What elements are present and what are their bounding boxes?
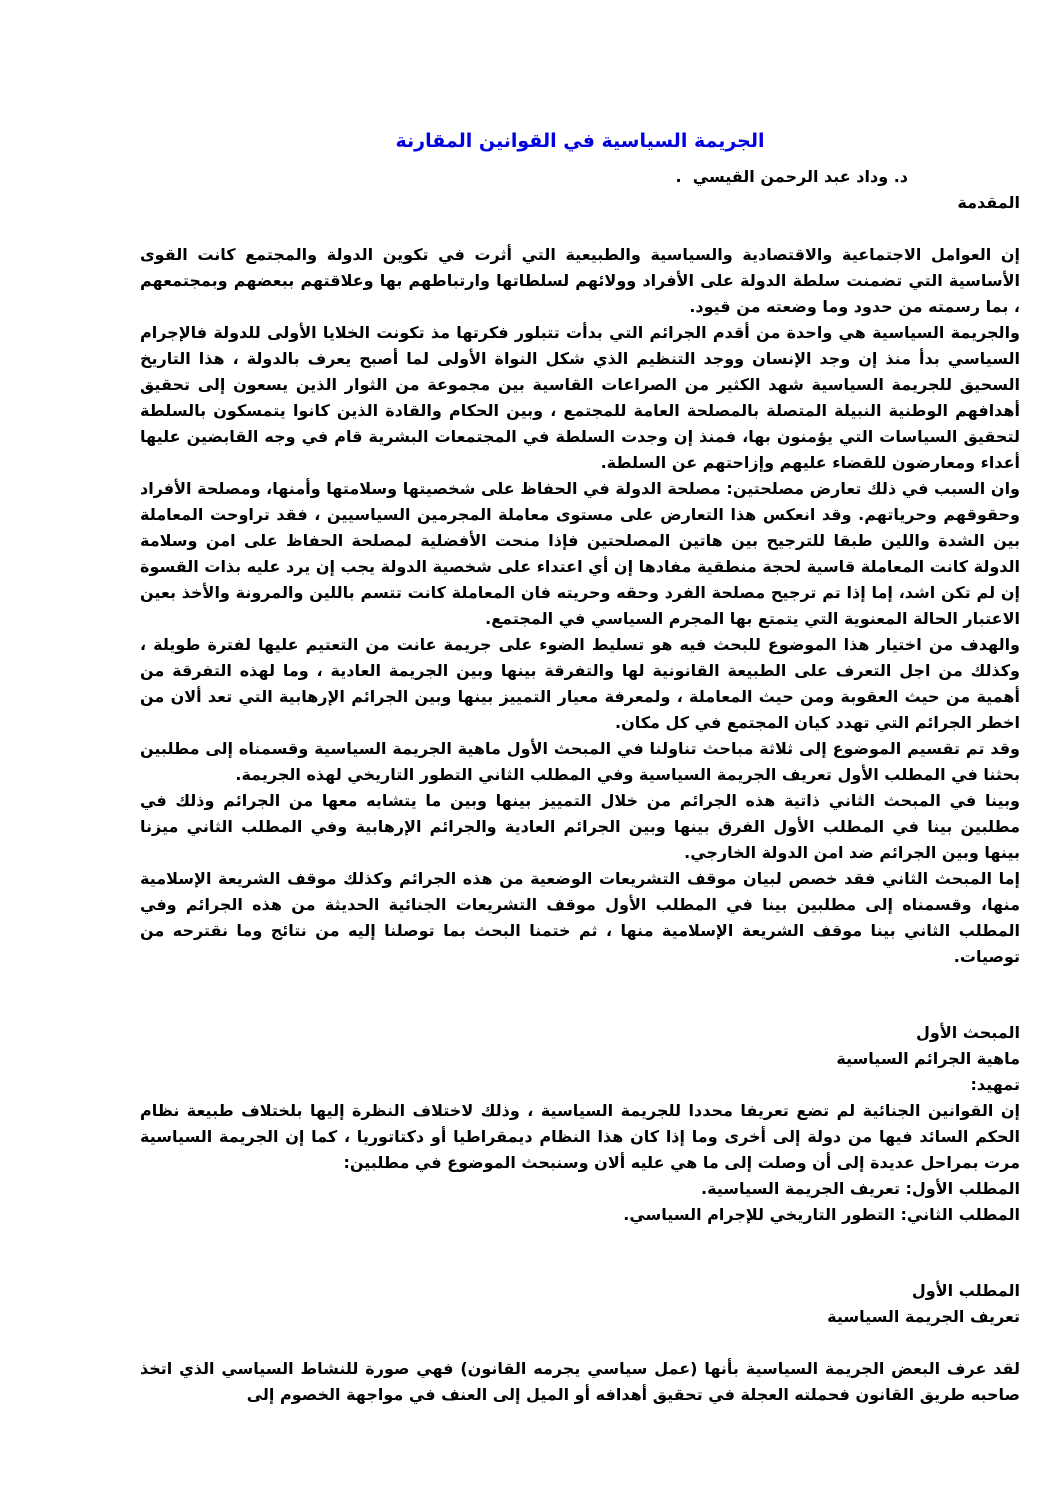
matlab1-subheading: تعريف الجريمة السياسية: [827, 1307, 1020, 1326]
author-line: د. وداد عبد الرحمن القيسي .: [675, 167, 908, 186]
tamhid-heading: تمهيد:: [970, 1075, 1020, 1094]
matlab1-body: لقد عرف البعض الجريمة السياسية بأنها (عمل سياسي يجرمه القانون) فهي صورة للنشاط السياسي الذي اتخذ صاحبه طريق القانون فحملته العجلة في تحقيق أهدافه أو الميل إلى العنف في مواجهة الخصوم إلى: [140, 1359, 1020, 1404]
spacer: [140, 1330, 1020, 1356]
mabhath1-subheading: ماهية الجرائم السياسية: [836, 1049, 1020, 1068]
matlab1-heading: المطلب الأول: [911, 1281, 1020, 1300]
mabhath1-heading: المبحث الأول: [915, 1023, 1020, 1042]
paragraph-intro-5: وقد تم تقسيم الموضوع إلى ثلاثة مباحث تناولنا في المبحث الأول ماهية الجريمة السياسية وقسمناه إلى مطلبين بحثنا في المطلب الأول تعريف الجريمة السياسية وفي المطلب الثاني التطور التاريخي لهذه الجريمة.: [140, 739, 1020, 784]
intro-heading: المقدمة: [957, 193, 1020, 212]
spacer: [140, 1228, 1020, 1278]
document-content: [140, 126, 1020, 1408]
paragraph-intro-7: إما المبحث الثاني فقد خصص لبيان موقف التشريعات الوضعية من هذه الجرائم وكذلك موقف الشريعة الإسلامية منها، وقسمناه إلى مطلبين بينا في المطلب الأول موقف التشريعات الجنائية الحديثة من هذه الجرائم وفي المطلب الثاني بينا موقف الشريعة الإسلامية منها ، ثم ختمنا البحث بما توصلنا إليه من نتائج وما نقترحه من توصيات.: [140, 869, 1020, 966]
matlab1-list-line: المطلب الأول: تعريف الجريمة السياسية.: [700, 1179, 1020, 1198]
matlab2-list-line: المطلب الثاني: التطور التاريخي للإجرام السياسي.: [623, 1205, 1020, 1224]
doc-title: الجريمة السياسية في القوانين المقارنة: [395, 130, 765, 152]
spacer: [140, 970, 1020, 1020]
paragraph-intro-4: والهدف من اختيار هذا الموضوع للبحث فيه هو تسليط الضوء على جريمة عانت من التعتيم عليها لفترة طويلة ، وكذلك من اجل التعرف على الطبيعة القانونية لها والتفرقة بينها وبين الجريمة العادية ، وما لهذه التفرقة من أهمية من حيث العقوبة ومن حيث المعاملة ، ولمعرفة معيار التمييز بينها وبين الجرائم الإرهابية التي تعد ألان من اخطر الجرائم التي تهدد كيان المجتمع في كل مكان.: [140, 635, 1020, 732]
mabhath1-body: إن القوانين الجنائية لم تضع تعريفا محددا للجريمة السياسية ، وذلك لاختلاف النظرة إليها بلختلاف طبيعة نظام الحكم السائد فيها من دولة إلى أخرى وما إذا كان هذا النظام ديمقراطيا أو دكتاتوريا ، كما إن الجريمة السياسية مرت بمراحل عديدة إلى أن وصلت إلى ما هي عليه ألان وسنبحث الموضوع في مطلبين:: [140, 1101, 1020, 1172]
paragraph-intro-1: إن العوامل الاجتماعية والاقتصادية والسياسية والطبيعية التي أثرت في تكوين الدولة والمجتمع كانت القوى الأساسية التي تضمنت سلطة الدولة على الأفراد وولائهم لسلطاتها وارتباطهم بها وعلاقتهم ببعضهم وبمجتمعهم ، بما رسمته من حدود وما وضعته من قيود.: [140, 245, 1020, 316]
spacer: [140, 216, 1020, 242]
paragraph-intro-2: والجريمة السياسية هي واحدة من أقدم الجرائم التي بدأت تتبلور فكرتها مذ تكونت الخلايا الأولى للدولة فالإجرام السياسي بدأ منذ إن وجد الإنسان ووجد التنظيم الذي شكل النواة الأولى لما أصبح يعرف بالدولة ، هذا التاريخ السحيق للجريمة السياسية شهد الكثير من الصراعات القاسية بين مجموعة من الثوار الذين يسعون إلى تحقيق أهدافهم الوطنية النبيلة المتصلة بالمصلحة العامة للمجتمع ، وبين الحكام والقادة الذين كانوا يتمسكون بالسلطة لتحقيق السياسات التي يؤمنون بها، فمنذ إن وجدت السلطة في المجتمعات البشرية قام في وجه القابضين عليها أعداء ومعارضون للقضاء عليهم وإزاحتهم عن السلطة.: [140, 323, 1020, 472]
paragraph-intro-3: وان السبب في ذلك تعارض مصلحتين: مصلحة الدولة في الحفاظ على شخصيتها وسلامتها وأمنها، ومصلحة الأفراد وحقوقهم وحرياتهم. وقد انعكس هذا التعارض على مستوى معاملة المجرمين السياسيين ، فقد تراوحت المعاملة بين الشدة واللين طبقا للترجيح بين هاتين المصلحتين فإذا منحت الأفضلية لمصلحة الحفاظ على امن وسلامة الدولة كانت المعاملة قاسية لحجة منطقية مفادها إن أي اعتداء على شخصية الدولة يجب إن يرد عليه بذات القسوة إن لم تكن اشد، إما إذا تم ترجيح مصلحة الفرد وحقه وحريته فان المعاملة كانت تتسم باللين والمرونة والأخذ بعين الاعتبار الحالة المعنوية التي يتمتع بها المجرم السياسي في المجتمع.: [140, 479, 1020, 628]
paragraph-intro-6: وبينا في المبحث الثاني ذاتية هذه الجرائم من خلال التمييز بينها وبين ما يتشابه معها من الجرائم وذلك في مطلبين بينا في المطلب الأول الفرق بينها وبين الجرائم العادية والجرائم الإرهابية وفي المطلب الثاني ميزنا بينها وبين الجرائم ضد امن الدولة الخارجي.: [140, 791, 1020, 862]
